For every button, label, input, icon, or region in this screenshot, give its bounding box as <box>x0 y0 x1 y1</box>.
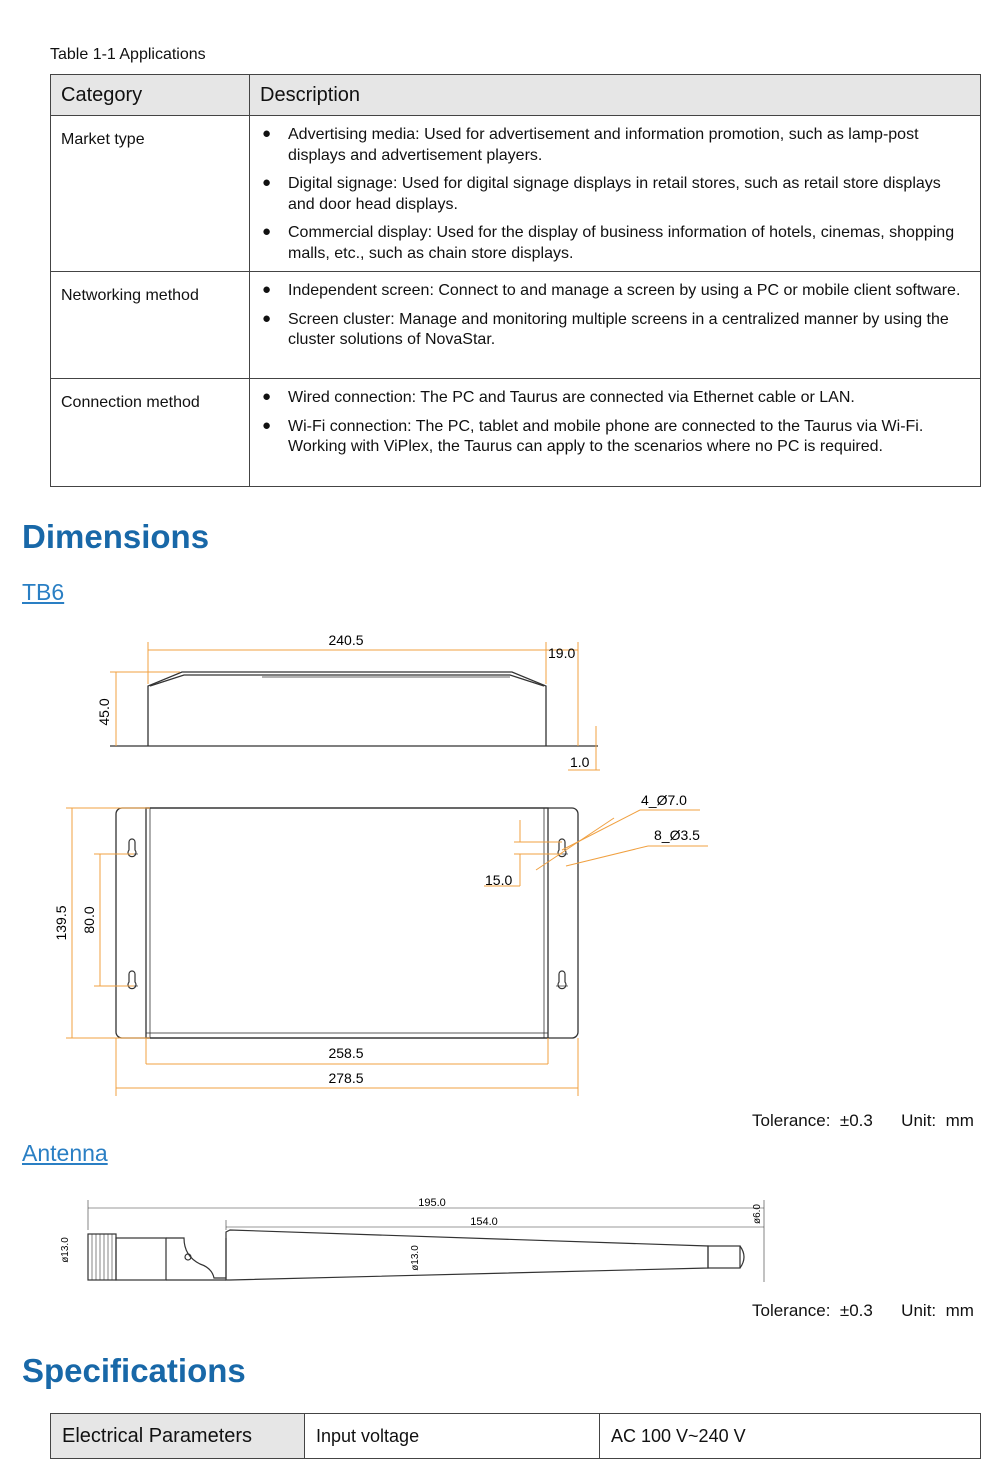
dimensions-heading: Dimensions <box>22 518 210 555</box>
description-cell <box>250 379 981 487</box>
antenna-tolerance: Tolerance: ±0.3 Unit: mm <box>752 1301 974 1320</box>
list-item: ● Advertising media: Used for advertisement and information promotion, such as lamp-post displays and advertisement players. <box>262 125 919 164</box>
list-item: ● Wi-Fi connection: The PC, tablet and mobile phone are connected to the Taurus via Wi-Fi. Working with ViPlex, the Taurus can apply to the scenarios where no PC is required. <box>262 416 924 455</box>
dim-holes-large: 4_Ø7.0 <box>641 792 687 808</box>
bullet-icon: ● <box>262 223 272 240</box>
bullet-icon: ● <box>262 125 272 142</box>
top-dimension-lines <box>66 808 708 1096</box>
description-cell <box>250 272 981 379</box>
table-header-row <box>51 75 981 116</box>
header-description: Description <box>250 75 981 116</box>
table-row <box>51 379 981 487</box>
dim-side-width: 240.5 <box>328 632 364 648</box>
dim-inner-width: 258.5 <box>328 1045 364 1061</box>
bullet-icon: ● <box>262 281 272 298</box>
tb6-top-view <box>116 808 578 1038</box>
list-item: ● Wired connection: The PC and Taurus are connected via Ethernet cable or LAN. <box>262 388 855 406</box>
table-row <box>51 1414 981 1459</box>
dim-outer-width: 278.5 <box>328 1070 364 1086</box>
bullet-icon: ● <box>262 388 272 405</box>
antenna-link[interactable]: Antenna <box>22 1140 108 1166</box>
dim-antenna-total: 195.0 <box>418 1197 446 1209</box>
table-row <box>51 272 981 379</box>
dim-antenna-base: ø13.0 <box>60 1237 71 1263</box>
dim-side-base: 1.0 <box>570 754 590 770</box>
header-category: Category <box>51 75 250 116</box>
applications-table <box>50 74 981 487</box>
specifications-heading: Specifications <box>22 1352 246 1389</box>
table-row <box>51 116 981 272</box>
spec-parameter: Input voltage <box>305 1414 600 1459</box>
antenna-drawing <box>0 1190 800 1290</box>
list-item: ● Digital signage: Used for digital signage displays in retail stores, such as retail store displays and door head displays. <box>262 174 941 213</box>
bullet-icon: ● <box>262 309 272 327</box>
dim-side-height: 45.0 <box>96 698 112 726</box>
tb6-drawing <box>0 620 760 1100</box>
description-cell <box>250 116 981 272</box>
dim-antenna-whip: 154.0 <box>470 1216 498 1228</box>
category-cell: Connection method <box>51 379 250 487</box>
dim-antenna-whip-dia: ø13.0 <box>410 1245 421 1271</box>
dim-antenna-tip: ø6.0 <box>752 1203 763 1225</box>
dim-outer-height: 139.5 <box>53 905 69 941</box>
category-cell: Market type <box>51 116 250 272</box>
category-cell: Networking method <box>51 272 250 379</box>
spec-category: Electrical Parameters <box>51 1414 305 1459</box>
list-item: ● Screen cluster: Manage and monitoring multiple screens in a centralized manner by using the cluster solutions of NovaStar. <box>262 309 949 348</box>
specifications-table <box>50 1413 981 1459</box>
dim-holes-small: 8_Ø3.5 <box>654 827 700 843</box>
dim-hole-spacing: 80.0 <box>81 906 97 934</box>
bullet-icon: ● <box>262 174 272 191</box>
tb6-tolerance: Tolerance: ±0.3 Unit: mm <box>752 1111 974 1130</box>
table-caption: Table 1-1 Applications <box>50 46 206 63</box>
tb6-link[interactable]: TB6 <box>22 579 65 605</box>
bullet-icon: ● <box>262 416 272 434</box>
tb6-side-view <box>110 672 598 746</box>
list-item: ● Independent screen: Connect to and manage a screen by using a PC or mobile client software. <box>262 281 961 299</box>
dim-hole-offset: 15.0 <box>485 872 513 888</box>
mounting-holes <box>126 839 568 989</box>
dimension-lines <box>110 642 600 770</box>
dim-side-offset: 19.0 <box>548 645 576 661</box>
list-item: ● Commercial display: Used for the display of business information of hotels, cinemas, shopping malls, etc., such as chain store displays. <box>262 223 955 262</box>
spec-value: AC 100 V~240 V <box>600 1414 981 1459</box>
